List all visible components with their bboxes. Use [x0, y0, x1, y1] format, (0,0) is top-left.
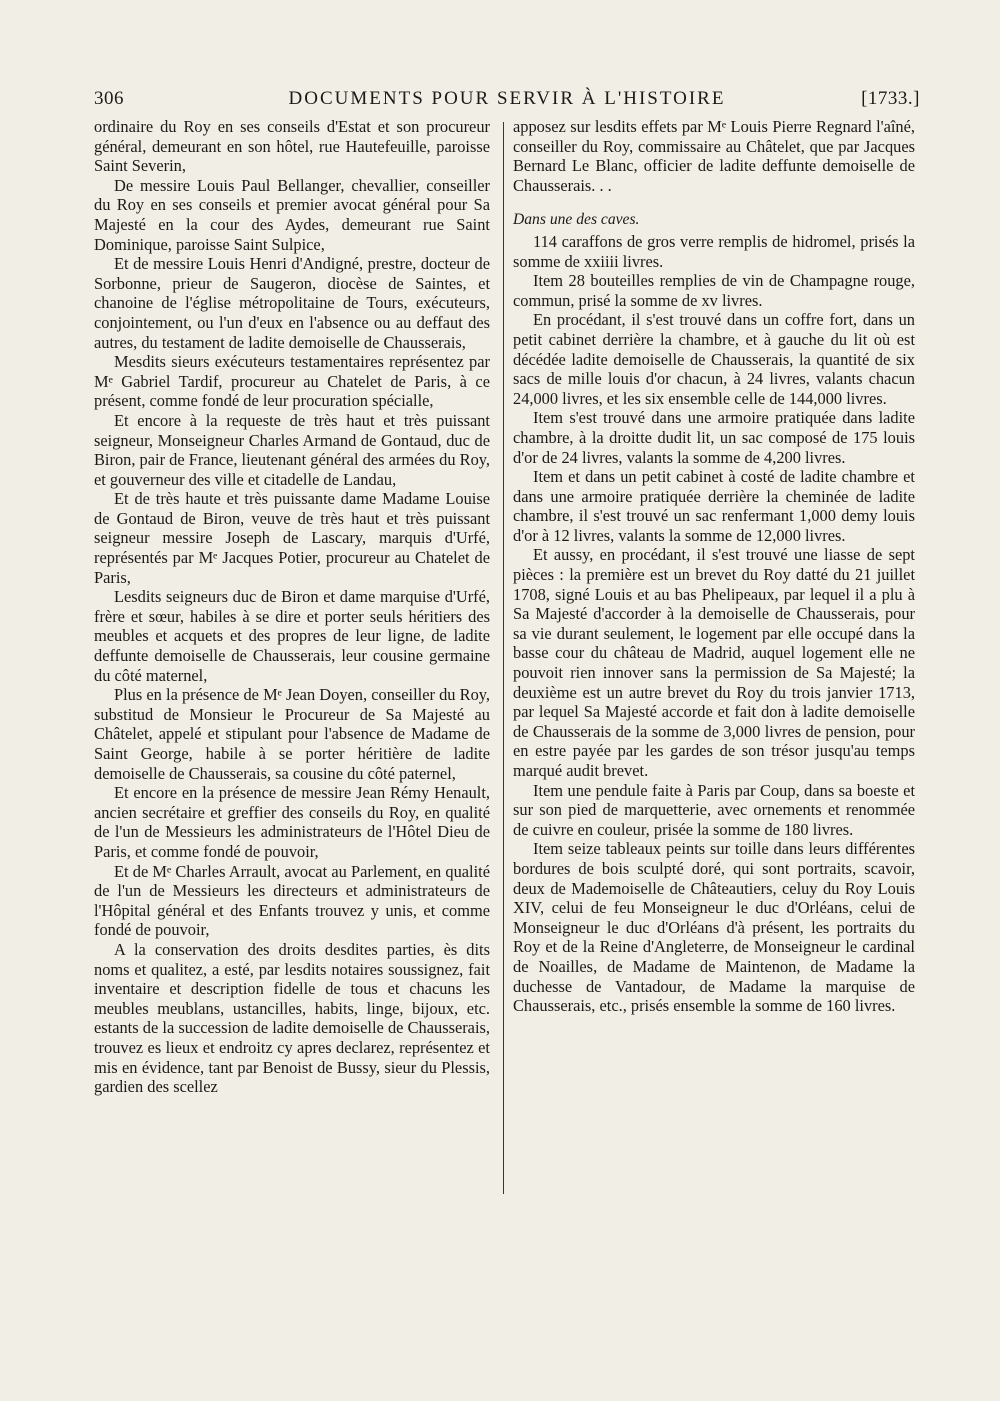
running-title: DOCUMENTS POUR SERVIR À L'HISTOIRE [288, 88, 726, 109]
left-column [94, 117, 490, 1097]
paragraph: Mesdits sieurs exécuteurs testamentaires représentez par Mᵉ Gabriel Tardif, procureur au Chatelet de Paris, à ce présent, comme fondé de leur procuration spécialle, [94, 352, 490, 411]
paragraph: Et encore à la requeste de très haut et très puissant seigneur, Monseigneur Charles Armand de Gontaud, duc de Biron, pair de France, lieutenant général des armées du Roy, et gouverneur des ville et citadelle de Landau, [94, 410, 490, 489]
paragraph: Lesdits seigneurs duc de Biron et dame marquise d'Urfé, frère et sœur, habiles à se dire et porter seuls héritiers des meubles et acquets et des propres de leur ligne, de ladite deffunte demoiselle de Chausserais, leur cousine germaine du côté maternel, [94, 587, 490, 685]
right-column [513, 117, 915, 1016]
paragraph: Plus en la présence de Mᵉ Jean Doyen, conseiller du Roy, substitud de Monsieur le Procureur de Sa Majesté au Châtelet, appelé et stipulant pour l'absence de Madame de Saint George, habile à se porter héritière de ladite demoiselle de Chausserais, sa cousine du côté paternel, [94, 685, 490, 783]
column-divider [503, 122, 504, 1194]
paragraph: 114 caraffons de gros verre remplis de hidromel, prisés la somme de xxiiii livres. [513, 231, 915, 271]
paragraph: Et aussy, en procédant, il s'est trouvé une liasse de sept pièces : la première est un brevet du Roy datté du 21 juillet 1708, signé Louis et au bas Phelipeaux, par lequel il a plu à Sa Majesté d'accorder à la demoiselle de Chausserais, pour sa vie durant seulement, le logement par elle occupé dans la basse cour du château de Madrid, auquel logement elle ne pouvoit rien innover sans la permission de Sa Majesté; la deuxième est un autre brevet du Roy du trois janvier 1713, par lequel Sa Majesté accorde et fait don à ladite demoiselle de Chausserais de la somme de 3,000 livres de pension, pour en estre payée par les gardes de son trésor jusqu'au temps marqué audit brevet. [513, 545, 915, 780]
paragraph: A la conservation des droits desdites parties, ès dits noms et qualitez, a esté, par lesdits notaires soussignez, fait inventaire et description fidelle de tous et chacuns les meubles meublans, ustancilles, habits, linge, bijoux, etc. estants de la succession de ladite demoiselle de Chausserais, trouvez es lieux et endroitz cy apres declarez, représentez et mis en évidence, tant par Benoist de Bussy, sieur du Plessis, gardien des scellez [94, 939, 490, 1097]
page-number: 306 [94, 88, 124, 109]
paragraph: Item et dans un petit cabinet à costé de ladite chambre et dans une armoire pratiquée derrière la cheminée de ladite chambre, il s'est trouvé un sac renfermant 1,000 demy louis d'or à 12 livres, valants la somme de 12,000 livres. [513, 467, 915, 545]
paragraph: Item une pendule faite à Paris par Coup, dans sa boeste et sur son pied de marquetterie, avec ornements et renommée de cuivre en couleur, prisée la somme de 180 livres. [513, 780, 915, 839]
paragraph: apposez sur lesdits effets par Mᵉ Louis Pierre Regnard l'aîné, conseiller du Roy, commissaire au Châtelet, que par Jacques Bernard Le Blanc, officier de ladite deffunte demoiselle de Chausserais. . . [513, 117, 915, 195]
paragraph: Et de Mᵉ Charles Arrault, avocat au Parlement, en qualité de l'un de Messieurs les directeurs et administrateurs de l'Hôpital général et des Enfants trouvez y unis, et comme fondé de pouvoir, [94, 861, 490, 940]
page-header [94, 88, 920, 114]
paragraph: En procédant, il s'est trouvé dans un coffre fort, dans un petit cabinet derrière la chambre, et à gauche du lit où est décédée ladite demoiselle de Chausserais, la quantité de six sacs de mille louis d'or chacun, à 24 livres, valants chacun 24,000 livres, et les six ensemble celle de 144,000 livres. [513, 310, 915, 408]
header-year: [1733.] [861, 88, 920, 109]
paragraph: Item seize tableaux peints sur toille dans leurs différentes bordures de bois sculpté doré, qui sont portraits, scavoir, deux de Mademoiselle de Châteautiers, celuy du Roy Louis XIV, celui de feu Monseigneur le duc d'Orléans, celui de Monseigneur le duc d'Orléans d'à présent, les portraits du Roy et de la Reine d'Angleterre, de Monseigneur le cardinal de Noailles, de Madame de Maintenon, de Madame la duchesse de Vantadour, de Madame la marquise de Chausserais, etc., prisés ensemble la somme de 160 livres. [513, 839, 915, 1016]
paragraph: Et de très haute et très puissante dame Madame Louise de Gontaud de Biron, veuve de très haut et très puissant seigneur messire Joseph de Lascary, marquis d'Urfé, représentés par Mᵉ Jacques Potier, procureur au Chatelet de Paris, [94, 489, 490, 587]
paragraph: ordinaire du Roy en ses conseils d'Estat et son procureur général, demeurant en son hôtel, rue Hautefeuille, paroisse Saint Severin, [94, 117, 490, 176]
section-heading: Dans une des caves. [513, 211, 640, 229]
paragraph: De messire Louis Paul Bellanger, chevallier, conseiller du Roy en ses conseils et premier avocat général pour Sa Majesté en la cour des Aydes, demeurant rue Saint Dominique, paroisse Saint Sulpice, [94, 175, 490, 254]
paragraph: Et de messire Louis Henri d'Andigné, prestre, docteur de Sorbonne, prieur de Saugeron, diocèse de Saintes, et chanoine de l'église métropolitaine de Tours, exécuteurs, conjointement, ou l'un d'eux en l'absence ou au deffaut des autres, du testament de ladite demoiselle de Chausserais, [94, 254, 490, 352]
paragraph: Item s'est trouvé dans une armoire pratiquée dans ladite chambre, à la droitte dudit lit, un sac composé de 175 louis d'or de 24 livres, valants la somme de 4,200 livres. [513, 408, 915, 467]
paragraph: Et encore en la présence de messire Jean Rémy Henault, ancien secrétaire et greffier des conseils du Roy, en qualité de l'un de Messieurs les administrateurs de l'Hôtel Dieu de Paris, et comme fondé de pouvoir, [94, 783, 490, 861]
paragraph: Item 28 bouteilles remplies de vin de Champagne rouge, commun, prisé la somme de xv livres. [513, 271, 915, 310]
